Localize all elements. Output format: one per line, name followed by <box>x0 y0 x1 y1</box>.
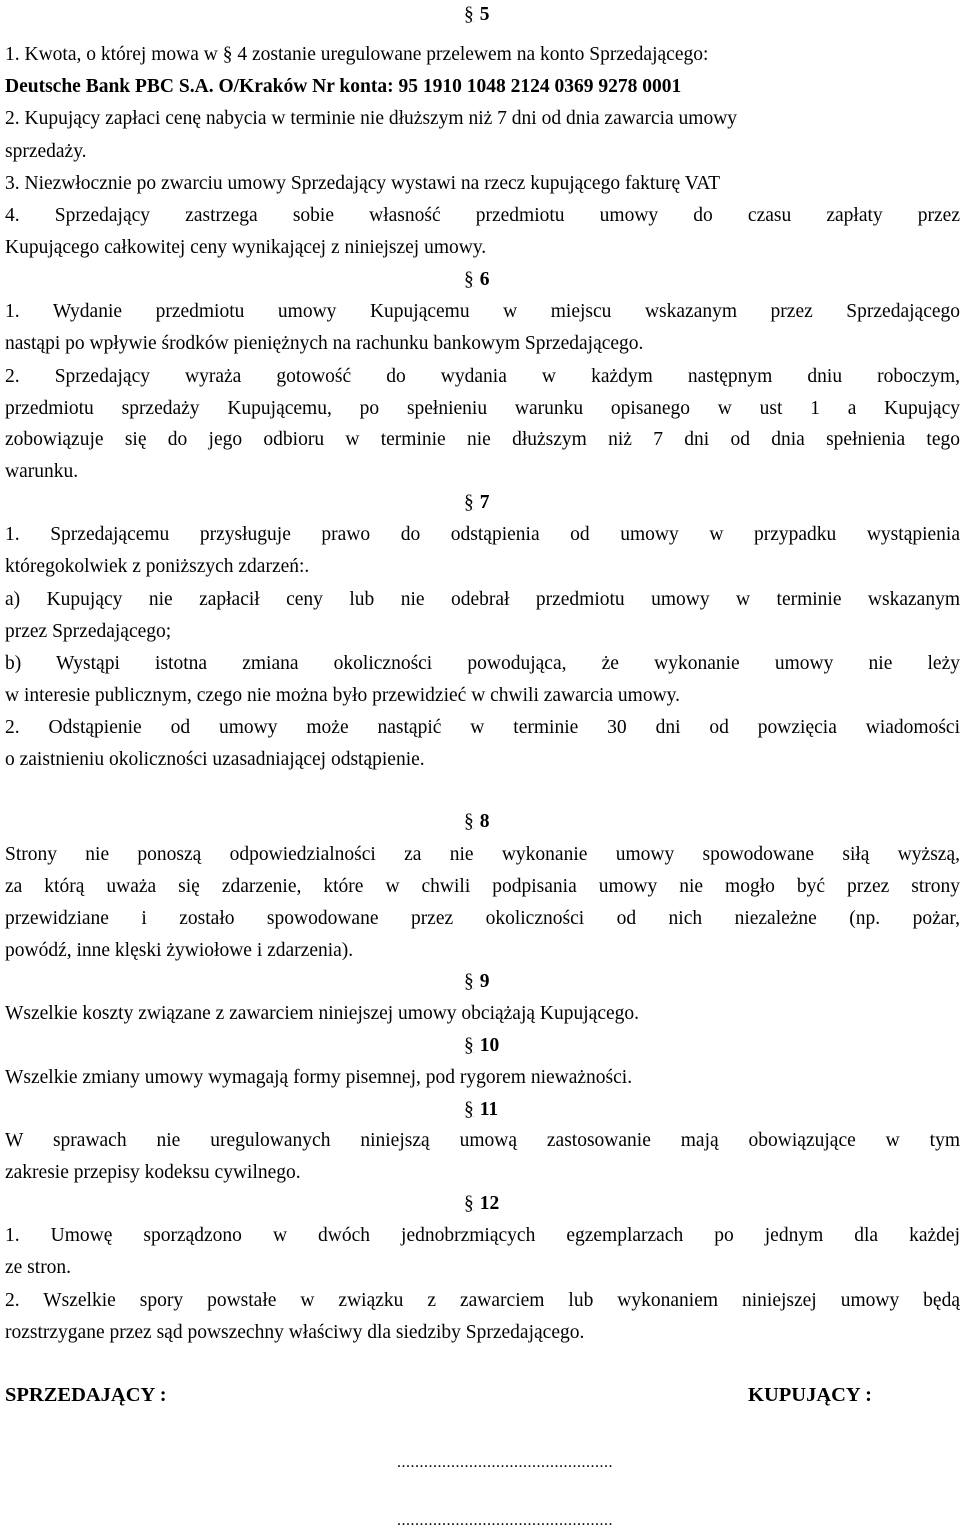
paragraph-line: przedmiotu sprzedaży Kupującemu, po spełnieniu warunku opisanego w ust 1 a Kupujący <box>5 398 960 419</box>
paragraph-line: ze stron. <box>5 1257 72 1278</box>
paragraph-line: sprzedaży. <box>5 141 87 162</box>
section-symbol: § <box>464 1035 474 1056</box>
section-number: 10 <box>479 1035 500 1056</box>
paragraph-line: 2. Sprzedający wyraża gotowość do wydania w każdym następnym dniu roboczym, <box>5 366 960 387</box>
section-number: 6 <box>479 269 490 290</box>
section-heading-12 <box>464 1192 499 1216</box>
paragraph-line: 1. Umowę sporządzono w dwóch jednobrzmiących egzemplarzach po jednym dla każdej <box>5 1225 960 1246</box>
paragraph-line: przez Sprzedającego; <box>5 621 172 642</box>
paragraph-line: Wszelkie zmiany umowy wymagają formy pisemnej, pod rygorem nieważności. <box>5 1067 633 1088</box>
section-heading-9 <box>464 970 490 994</box>
paragraph-line: b) Wystąpi istotna zmiana okoliczności powodująca, że wykonanie umowy nie leży <box>5 653 960 674</box>
paragraph-line: 3. Niezwłocznie po zwarciu umowy Sprzedający wystawi na rzecz kupującego fakturę VAT <box>5 173 721 194</box>
paragraph-line: za którą uważa się zdarzenie, które w chwili podpisania umowy nie mogło być przez strony <box>5 876 960 897</box>
section-symbol: § <box>464 811 474 832</box>
signature-line: ................................................ <box>397 1512 613 1529</box>
section-number: 12 <box>479 1193 500 1214</box>
paragraph-line: 4. Sprzedający zastrzega sobie własność przedmiotu umowy do czasu zapłaty przez <box>5 205 960 226</box>
section-symbol: § <box>464 4 474 25</box>
paragraph-line: przewidziane i zostało spowodowane przez okoliczności od nich niezależne (np. pożar, <box>5 908 960 929</box>
paragraph-line: zobowiązuje się do jego odbioru w terminie nie dłuższym niż 7 dni od dnia spełnienia tego <box>5 429 960 450</box>
paragraph-line: 2. Kupujący zapłaci cenę nabycia w terminie nie dłuższym niż 7 dni od dnia zawarcia umowy <box>5 108 738 129</box>
section-heading-11 <box>464 1098 498 1122</box>
paragraph-line: w interesie publicznym, czego nie można było przewidzieć w chwili zawarcia umowy. <box>5 685 681 706</box>
section-heading-10 <box>464 1034 499 1058</box>
seller-signature-label: SPRZEDAJĄCY : <box>5 1384 167 1406</box>
paragraph-line: Strony nie ponoszą odpowiedzialności za nie wykonanie umowy spowodowane siłą wyższą, <box>5 844 960 865</box>
section-heading-7 <box>464 491 490 515</box>
paragraph-line: warunku. <box>5 461 79 482</box>
paragraph-line: 1. Kwota, o której mowa w § 4 zostanie uregulowane przelewem na konto Sprzedającego: <box>5 44 709 65</box>
section-symbol: § <box>464 1099 474 1120</box>
buyer-signature-label: KUPUJĄCY : <box>748 1384 872 1406</box>
paragraph-line: nastąpi po wpływie środków pieniężnych na rachunku bankowym Sprzedającego. <box>5 333 644 354</box>
section-symbol: § <box>464 1193 474 1214</box>
paragraph-line: Kupującego całkowitej ceny wynikającej z niniejszej umowy. <box>5 237 487 258</box>
paragraph-line: o zaistnieniu okoliczności uzasadniającej odstąpienie. <box>5 749 425 770</box>
paragraph-line: 2. Odstąpienie od umowy może nastąpić w terminie 30 dni od powzięcia wiadomości <box>5 717 960 738</box>
section-heading-6 <box>464 268 490 292</box>
paragraph-line: W sprawach nie uregulowanych niniejszą umową zastosowanie mają obowiązujące w tym <box>5 1130 960 1151</box>
paragraph-line: 1. Sprzedającemu przysługuje prawo do odstąpienia od umowy w przypadku wystąpienia <box>5 524 960 545</box>
paragraph-line: powódź, inne klęski żywiołowe i zdarzenia). <box>5 940 354 961</box>
section-number: 8 <box>479 811 490 832</box>
bank-account-line: Deutsche Bank PBC S.A. O/Kraków Nr konta: 95 1910 1048 2124 0369 9278 0001 <box>5 76 682 97</box>
paragraph-line: rozstrzygane przez sąd powszechny właściwy dla siedziby Sprzedającego. <box>5 1322 585 1343</box>
paragraph-line: zakresie przepisy kodeksu cywilnego. <box>5 1162 301 1183</box>
paragraph-line: a) Kupujący nie zapłacił ceny lub nie odebrał przedmiotu umowy w terminie wskazanym <box>5 589 960 610</box>
paragraph-line: któregokolwiek z poniższych zdarzeń:. <box>5 556 310 577</box>
section-heading-5 <box>464 3 490 27</box>
section-symbol: § <box>464 492 474 513</box>
section-number: 7 <box>479 492 490 513</box>
signature-line: ................................................ <box>397 1454 613 1471</box>
section-symbol: § <box>464 269 474 290</box>
paragraph-line: Wszelkie koszty związane z zawarciem niniejszej umowy obciążają Kupującego. <box>5 1003 639 1024</box>
section-heading-8 <box>464 810 490 834</box>
section-number: 11 <box>479 1099 499 1120</box>
section-number: 9 <box>479 971 490 992</box>
section-symbol: § <box>464 971 474 992</box>
paragraph-line: 1. Wydanie przedmiotu umowy Kupującemu w miejscu wskazanym przez Sprzedającego <box>5 301 960 322</box>
paragraph-line: 2. Wszelkie spory powstałe w związku z zawarciem lub wykonaniem niniejszej umowy będą <box>5 1290 960 1311</box>
section-number: 5 <box>479 4 490 25</box>
